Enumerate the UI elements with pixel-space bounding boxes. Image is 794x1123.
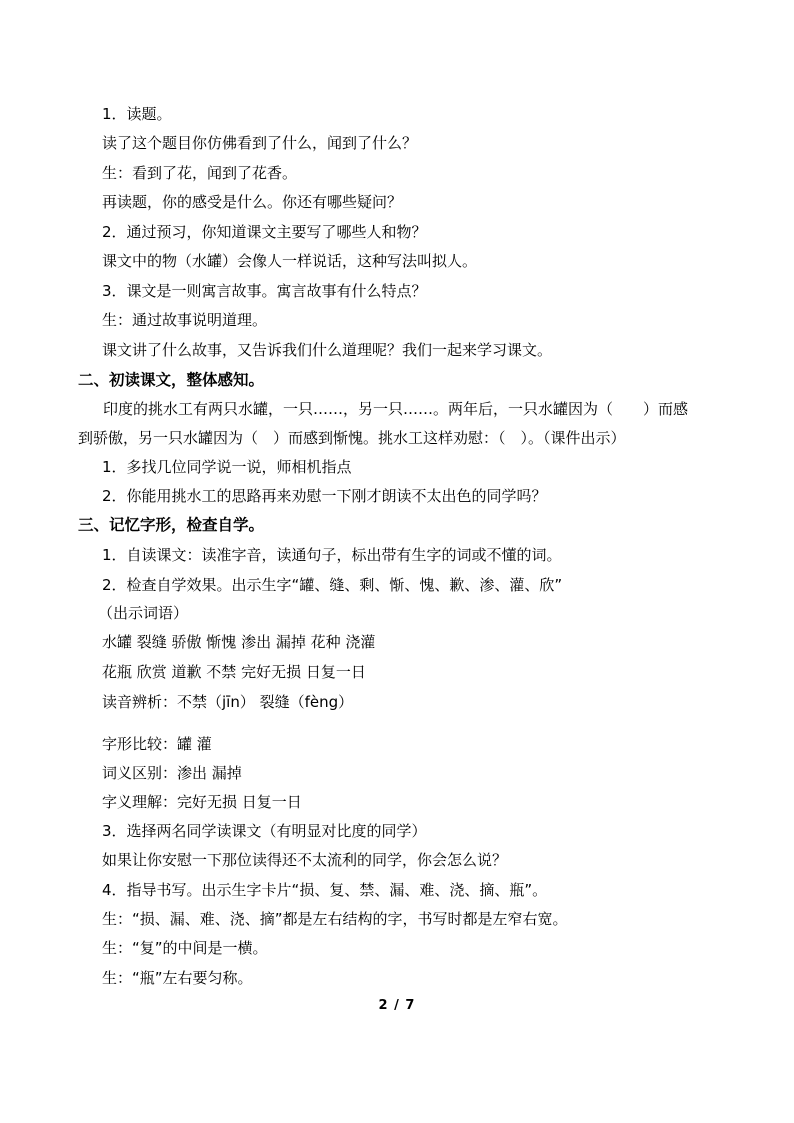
text-line: 2．你能用挑水工的思路再来劝慰一下刚才朗读不太出色的同学吗？ bbox=[102, 487, 547, 505]
text-line: 生：“瓶”左右要匀称。 bbox=[102, 969, 253, 987]
text-line: 1．读题。 bbox=[102, 105, 172, 123]
text-line: 生：通过故事说明道理。 bbox=[102, 311, 268, 329]
text-line: 3．课文是一则寓言故事。寓言故事有什么特点？ bbox=[102, 282, 427, 300]
text-line: 生：“损、漏、难、浇、摘”都是左右结构的字，书写时都是左窄右宽。 bbox=[102, 910, 568, 928]
pronunciation-note: 读音辨析：不禁（jīn） 裂缝（fèng） bbox=[102, 693, 354, 711]
text-line: （出示词语） bbox=[98, 604, 189, 622]
text-line: 词义区别：渗出 漏掉 bbox=[102, 764, 242, 782]
text-line: 4．指导书写。出示生字卡片“损、复、禁、漏、难、浇、摘、瓶”。 bbox=[102, 881, 548, 899]
section-heading: 二、初读课文，整体感知。 bbox=[78, 371, 265, 389]
text-line: 1．多找几位同学说一说，师相机指点 bbox=[102, 458, 352, 476]
text-line: 如果让你安慰一下那位读得还不太流利的同学，你会怎么说？ bbox=[102, 851, 508, 869]
text-line: 生：看到了花，闻到了花香。 bbox=[102, 164, 298, 182]
text-line: 2．检查自学效果。出示生字“罐、缝、剩、惭、愧、歉、渗、灌、欣” bbox=[102, 576, 563, 594]
word-list: 花瓶 欣赏 道歉 不禁 完好无损 日复一日 bbox=[102, 663, 366, 681]
text-line: 课文讲了什么故事，又告诉我们什么道理呢？我们一起来学习课文。 bbox=[102, 341, 553, 359]
text-line: 读了这个题目你仿佛看到了什么，闻到了什么？ bbox=[102, 134, 418, 152]
word-list: 水罐 裂缝 骄傲 惭愧 渗出 漏掉 花种 浇灌 bbox=[102, 633, 376, 651]
text-line: 再读题，你的感受是什么。你还有哪些疑问？ bbox=[102, 193, 403, 211]
text-line: 3．选择两名同学读课文（有明显对比度的同学） bbox=[102, 822, 427, 840]
section-heading: 三、记忆字形，检查自学。 bbox=[78, 516, 265, 534]
page-number: 2 / 7 bbox=[378, 998, 416, 1013]
text-line: 生：“复”的中间是一横。 bbox=[102, 939, 268, 957]
text-line: 印度的挑水工有两只水罐，一只……，另一只……。两年后，一只水罐因为（ ）而感 bbox=[103, 400, 689, 418]
text-line: 字形比较：罐 灌 bbox=[102, 735, 212, 753]
text-line: 1．自读课文：读准字音，读通句子，标出带有生字的词或不懂的词。 bbox=[102, 546, 562, 564]
text-line: 字义理解：完好无损 日复一日 bbox=[102, 793, 302, 811]
text-line: 课文中的物（水罐）会像人一样说话，这种写法叫拟人。 bbox=[102, 252, 478, 270]
text-line: 到骄傲，另一只水罐因为（ ）而感到惭愧。挑水工这样劝慰：（ ）。（课件出示） bbox=[78, 429, 626, 447]
text-line: 2．通过预习，你知道课文主要写了哪些人和物？ bbox=[102, 223, 427, 241]
